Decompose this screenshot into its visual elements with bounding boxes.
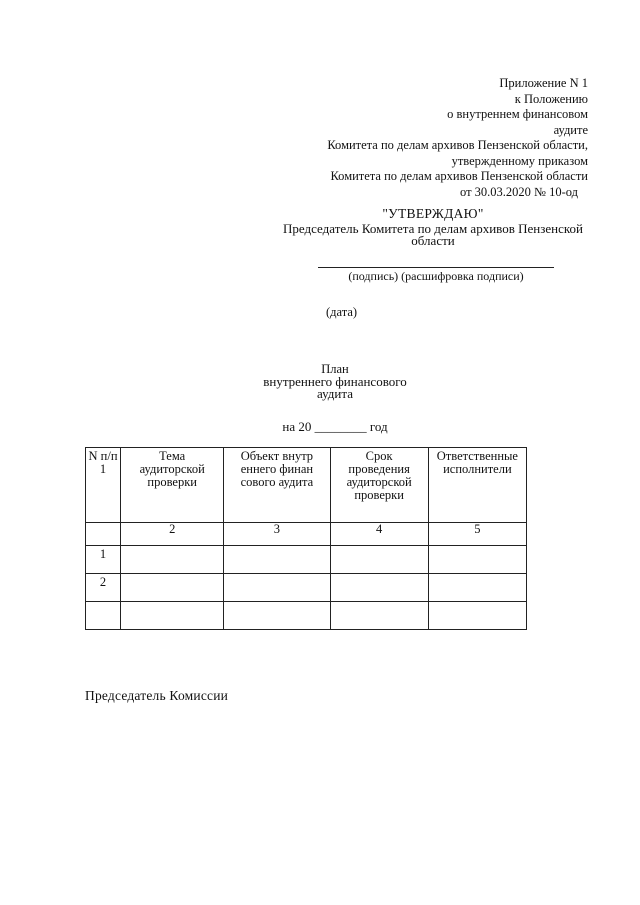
column-number-cell: 4 xyxy=(330,523,428,546)
plan-title-line: аудита xyxy=(317,386,353,401)
header-cell-responsible: Ответственные исполнители xyxy=(428,448,526,523)
table-cell xyxy=(224,546,330,574)
header-line: к Положению xyxy=(514,91,588,106)
header-line: от 30.03.2020 № 10-од xyxy=(459,184,578,199)
table-row xyxy=(86,602,527,630)
table-row xyxy=(86,574,527,602)
table-cell xyxy=(330,574,428,602)
column-number-cell: 5 xyxy=(428,523,526,546)
date-caption: (дата) xyxy=(326,305,358,319)
signatory-label: Председатель Комиссии xyxy=(85,688,229,703)
audit-plan-table xyxy=(85,447,527,630)
plan-title-line: внутреннего финансового xyxy=(263,373,407,389)
header-line: аудите xyxy=(553,122,588,137)
header-line: о внутреннем финансовом xyxy=(447,107,588,121)
header-line: Приложение N 1 xyxy=(499,76,588,90)
table-cell xyxy=(121,602,224,630)
table-cell xyxy=(224,602,330,630)
plan-period: на 20 ________ год xyxy=(282,419,388,434)
table-header-row xyxy=(86,448,527,523)
row-number-cell: 2 xyxy=(86,574,121,602)
table-cell xyxy=(121,574,224,602)
table-cell xyxy=(330,602,428,630)
table-cell xyxy=(121,546,224,574)
table-row xyxy=(86,546,527,574)
table-cell xyxy=(330,546,428,574)
table-cell xyxy=(428,546,526,574)
header-line: Комитета по делам архивов Пензенской области, xyxy=(327,138,588,152)
row-number-cell xyxy=(86,602,121,630)
signature-line xyxy=(318,267,554,268)
signature-caption: (подпись) (расшифровка подписи) xyxy=(348,269,524,283)
column-number-cell: 3 xyxy=(224,523,330,546)
table-cell xyxy=(428,602,526,630)
table-column-number-row xyxy=(86,523,527,546)
header-cell-topic: Тема аудиторской проверки xyxy=(121,448,224,523)
column-number-cell xyxy=(86,523,121,546)
table-cell xyxy=(428,574,526,602)
approval-block xyxy=(278,208,588,247)
plan-title-line: План xyxy=(321,362,349,376)
approval-title: "УТВЕРЖДАЮ" xyxy=(382,206,484,221)
header-cell-term: Срок проведения аудиторской проверки xyxy=(330,448,428,523)
appendix-header xyxy=(248,76,588,200)
header-line: утвержденному приказом xyxy=(451,153,588,168)
header-cell-number: N п/п 1 xyxy=(86,448,121,523)
column-number-cell: 2 xyxy=(121,523,224,546)
table-cell xyxy=(224,574,330,602)
approval-position: Председатель Комитета по делам архивов Пензенской области xyxy=(283,221,583,248)
plan-title xyxy=(220,363,450,401)
header-line: Комитета по делам архивов Пензенской области xyxy=(330,169,588,183)
row-number-cell: 1 xyxy=(86,546,121,574)
header-cell-object: Объект внутреннего финансового аудита xyxy=(224,448,330,523)
